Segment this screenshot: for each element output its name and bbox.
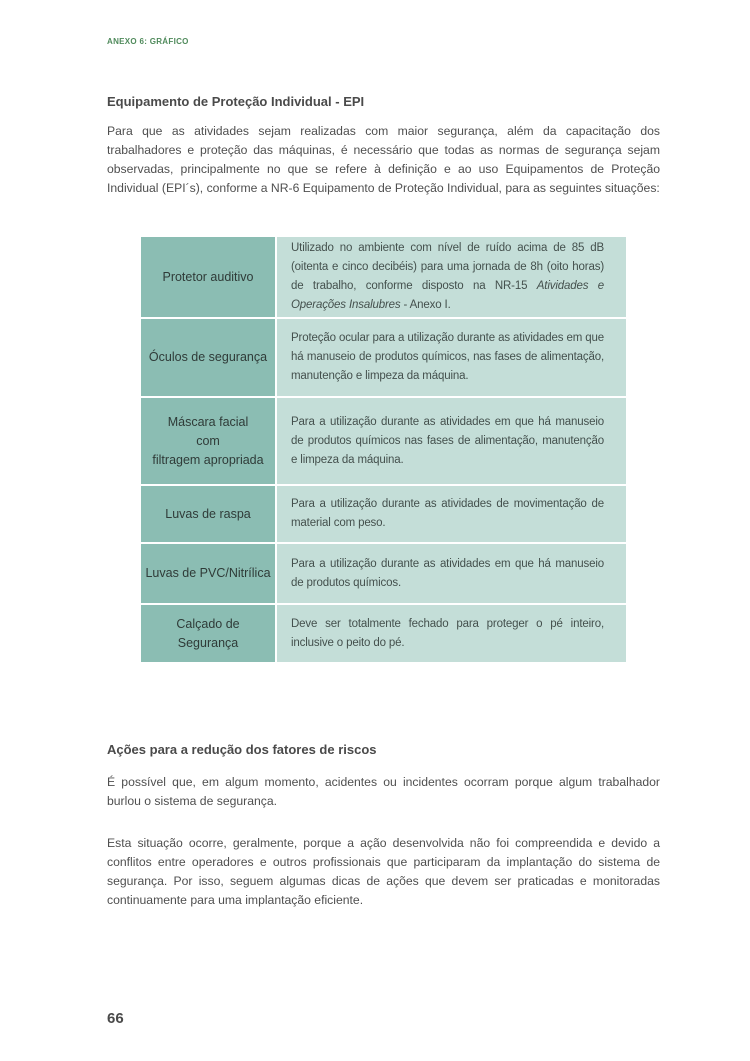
- epi-description-cell: [276, 237, 626, 318]
- epi-name-line: Máscara facial: [167, 414, 249, 429]
- page-number: 66: [107, 1010, 124, 1027]
- epi-description-cell: Proteção ocular para a utilização durante as atividades em que há manuseio de produtos químicos, nas fases de alimentação, manutenção e limpeza da máquina.: [276, 318, 626, 397]
- epi-name-line: com: [196, 433, 220, 448]
- running-head: ANEXO 6: GRÁFICO: [107, 37, 189, 46]
- section-title-risk-reduction: Ações para a redução dos fatores de riscos: [107, 742, 377, 757]
- epi-name-cell: Luvas de raspa: [141, 485, 276, 543]
- epi-name-cell: Calçado de Segurança: [141, 604, 276, 662]
- epi-name-cell: Luvas de PVC/Nitrílica: [141, 543, 276, 604]
- regulation-title: Atividades e Operações Insalubres: [291, 280, 604, 311]
- epi-description-cell: Para a utilização durante as atividades de movimentação de material com peso.: [276, 485, 626, 543]
- epi-name-line: filtragem apropriada: [152, 452, 264, 467]
- description-text: Utilizado no ambiente com nível de ruído acima de 85 dB (oitenta e cinco decibéis) para uma jornada de 8h (oito horas) de trabalho, conforme disposto na NR-15: [291, 242, 604, 292]
- epi-intro-paragraph: Para que as atividades sejam realizadas com maior segurança, além da capacitação dos trabalhadores e proteção das máquinas, é necessário que todas as normas de segurança sejam observadas, principalmente no que se refere à definição e ao uso Equipamentos de Proteção Individual (EPI´s), conforme a NR-6 Equipamento de Proteção Individual, para as seguintes situações:: [107, 124, 660, 195]
- epi-name-cell: Protetor auditivo: [141, 237, 276, 318]
- epi-name-cell: Óculos de segurança: [141, 318, 276, 397]
- epi-description-cell: Para a utilização durante as atividades em que há manuseio de produtos químicos.: [276, 543, 626, 604]
- table-row: [141, 604, 626, 662]
- section-title-epi: Equipamento de Proteção Individual - EPI: [107, 94, 365, 109]
- epi-name-cell: [141, 397, 276, 485]
- table-row: [141, 237, 626, 318]
- description-text: - Anexo I.: [400, 299, 451, 311]
- table-row: [141, 485, 626, 543]
- risk-paragraph-1: É possível que, em algum momento, acidentes ou incidentes ocorram porque algum trabalhador burlou o sistema de segurança.: [107, 775, 660, 808]
- table-row: [141, 397, 626, 485]
- epi-description-cell: Deve ser totalmente fechado para proteger o pé inteiro, inclusive o peito do pé.: [276, 604, 626, 662]
- risk-paragraph-2: Esta situação ocorre, geralmente, porque a ação desenvolvida não foi compreendida e devido a conflitos entre operadores e outros profissionais que participaram da implantação do sistema de segurança. Por isso, seguem algumas dicas de ações que devem ser praticadas e monitoradas continuamente para uma implantação eficiente.: [107, 836, 660, 907]
- table-row: [141, 318, 626, 397]
- table-row: [141, 543, 626, 604]
- epi-table: [141, 237, 626, 662]
- epi-description-cell: Para a utilização durante as atividades em que há manuseio de produtos químicos nas fases de alimentação, manutenção e limpeza da máquina.: [276, 397, 626, 485]
